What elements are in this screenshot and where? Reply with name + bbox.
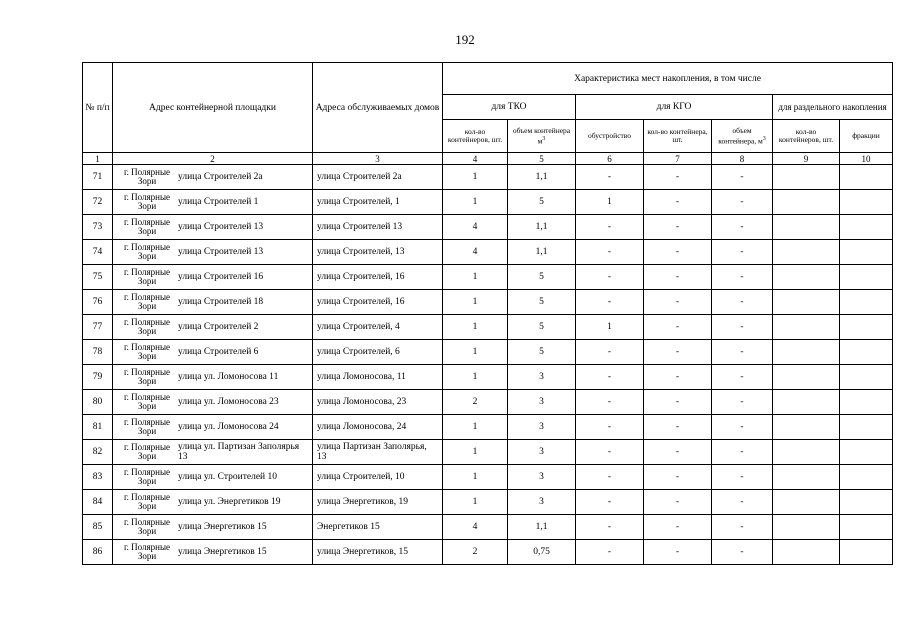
street-address: улица ул. Ломоносова 24 xyxy=(178,422,279,432)
tko-count: 1 xyxy=(443,490,508,515)
tko-count: 2 xyxy=(443,390,508,415)
column-number: 10 xyxy=(840,153,893,165)
separate-count xyxy=(773,290,840,315)
tko-volume: 3 xyxy=(508,365,576,390)
table-row xyxy=(83,490,893,515)
kgo-equipment: 1 xyxy=(576,315,644,340)
kgo-volume: - xyxy=(712,440,773,465)
tko-volume: 5 xyxy=(508,190,576,215)
kgo-count: - xyxy=(644,440,712,465)
row-number: 84 xyxy=(83,490,113,515)
tko-volume: 5 xyxy=(508,265,576,290)
container-address xyxy=(113,340,313,365)
served-house: улица Строителей, 1 xyxy=(313,190,443,215)
page-number: 192 xyxy=(455,32,475,47)
tko-volume: 3 xyxy=(508,465,576,490)
served-house: улица Строителей, 4 xyxy=(313,315,443,340)
kgo-count: - xyxy=(644,265,712,290)
separate-count xyxy=(773,165,840,190)
row-number: 80 xyxy=(83,390,113,415)
row-number: 86 xyxy=(83,540,113,565)
table-row xyxy=(83,415,893,440)
table-header xyxy=(83,63,893,165)
kgo-volume: - xyxy=(712,315,773,340)
served-house: улица Ломоносова, 11 xyxy=(313,365,443,390)
header-tko-volume xyxy=(508,120,576,153)
tko-count: 1 xyxy=(443,315,508,340)
city-name: г. Полярные Зори xyxy=(123,267,171,286)
kgo-count: - xyxy=(644,340,712,365)
separate-count xyxy=(773,315,840,340)
container-address xyxy=(113,415,313,440)
address-wrapper xyxy=(116,193,309,211)
kgo-count: - xyxy=(644,165,712,190)
served-house: улица Энергетиков, 19 xyxy=(313,490,443,515)
table-row xyxy=(83,515,893,540)
separate-count xyxy=(773,465,840,490)
table-row xyxy=(83,340,893,365)
superscript: 3 xyxy=(762,135,766,142)
row-number: 81 xyxy=(83,415,113,440)
address-wrapper xyxy=(116,268,309,286)
served-house: улица Ломоносова, 23 xyxy=(313,390,443,415)
kgo-equipment: - xyxy=(576,465,644,490)
table-row xyxy=(83,240,893,265)
column-number: 3 xyxy=(313,153,443,165)
kgo-equipment: - xyxy=(576,165,644,190)
street-address: улица Строителей 2а xyxy=(178,172,263,182)
street-address: улица Энергетиков 15 xyxy=(178,547,267,557)
kgo-volume: - xyxy=(712,390,773,415)
address-wrapper xyxy=(116,318,309,336)
kgo-equipment: - xyxy=(576,440,644,465)
street-address: улица Строителей 18 xyxy=(178,297,264,307)
kgo-equipment: - xyxy=(576,490,644,515)
kgo-count: - xyxy=(644,540,712,565)
address-wrapper xyxy=(116,168,309,186)
tko-volume: 3 xyxy=(508,440,576,465)
street-address: улица ул. Партизан Заполярья 13 xyxy=(178,442,300,462)
city-name: г. Полярные Зори xyxy=(123,217,171,236)
kgo-volume: - xyxy=(712,465,773,490)
table-row xyxy=(83,215,893,240)
row-number: 77 xyxy=(83,315,113,340)
tko-count: 1 xyxy=(443,190,508,215)
city-name: г. Полярные Зори xyxy=(123,317,171,336)
address-wrapper xyxy=(116,418,309,436)
street-address: улица ул. Ломоносова 11 xyxy=(178,372,279,382)
table-row xyxy=(83,190,893,215)
tko-volume: 5 xyxy=(508,315,576,340)
tko-volume: 1,1 xyxy=(508,240,576,265)
served-house: Энергетиков 15 xyxy=(313,515,443,540)
kgo-volume: - xyxy=(712,540,773,565)
header-kgo-count: кол-во контейнера, шт. xyxy=(644,120,712,153)
separate-count xyxy=(773,265,840,290)
separate-fraction xyxy=(840,240,893,265)
row-number: 72 xyxy=(83,190,113,215)
kgo-count: - xyxy=(644,515,712,540)
container-address xyxy=(113,315,313,340)
column-number: 5 xyxy=(508,153,576,165)
column-number: 8 xyxy=(712,153,773,165)
header-sep-fraction: фракции xyxy=(840,120,893,153)
table-row xyxy=(83,165,893,190)
kgo-equipment: - xyxy=(576,540,644,565)
row-number: 78 xyxy=(83,340,113,365)
city-name: г. Полярные Зори xyxy=(123,392,171,411)
address-wrapper xyxy=(116,543,309,561)
city-name: г. Полярные Зори xyxy=(123,442,171,461)
container-address xyxy=(113,215,313,240)
kgo-count: - xyxy=(644,315,712,340)
column-number: 2 xyxy=(113,153,313,165)
kgo-count: - xyxy=(644,390,712,415)
kgo-count: - xyxy=(644,190,712,215)
street-address: улица Строителей 16 xyxy=(178,272,264,282)
separate-fraction xyxy=(840,490,893,515)
city-name: г. Полярные Зори xyxy=(123,517,171,536)
column-number: 6 xyxy=(576,153,644,165)
table-row xyxy=(83,465,893,490)
tko-volume: 1,1 xyxy=(508,165,576,190)
row-number: 75 xyxy=(83,265,113,290)
table-row xyxy=(83,290,893,315)
separate-fraction xyxy=(840,415,893,440)
row-number: 76 xyxy=(83,290,113,315)
city-name: г. Полярные Зори xyxy=(123,492,171,511)
tko-count: 1 xyxy=(443,265,508,290)
served-house: улица Ломоносова, 24 xyxy=(313,415,443,440)
table-row xyxy=(83,315,893,340)
header-num: № п/п xyxy=(83,63,113,153)
address-wrapper xyxy=(116,442,309,462)
served-house: улица Строителей 2а xyxy=(313,165,443,190)
street-address: улица Строителей 13 xyxy=(178,247,264,257)
kgo-equipment: - xyxy=(576,215,644,240)
tko-volume: 1,1 xyxy=(508,215,576,240)
kgo-volume: - xyxy=(712,215,773,240)
kgo-count: - xyxy=(644,215,712,240)
address-wrapper xyxy=(116,343,309,361)
row-number: 85 xyxy=(83,515,113,540)
street-address: улица Энергетиков 15 xyxy=(178,522,267,532)
container-address xyxy=(113,540,313,565)
kgo-volume: - xyxy=(712,490,773,515)
separate-count xyxy=(773,340,840,365)
city-name: г. Полярные Зори xyxy=(123,367,171,386)
city-name: г. Полярные Зори xyxy=(123,467,171,486)
tko-volume: 5 xyxy=(508,290,576,315)
container-address xyxy=(113,290,313,315)
served-house: улица Партизан Заполярья, 13 xyxy=(313,440,443,465)
container-address xyxy=(113,390,313,415)
kgo-count: - xyxy=(644,240,712,265)
row-number: 82 xyxy=(83,440,113,465)
street-address: улица Строителей 6 xyxy=(178,347,259,357)
kgo-count: - xyxy=(644,490,712,515)
served-house: улица Строителей, 10 xyxy=(313,465,443,490)
kgo-count: - xyxy=(644,465,712,490)
table-row xyxy=(83,265,893,290)
kgo-count: - xyxy=(644,290,712,315)
header-sep-count: кол-во контейнеров, шт. xyxy=(773,120,840,153)
header-kgo-equip: обустройство xyxy=(576,120,644,153)
street-address: улица Строителей 2 xyxy=(178,322,259,332)
kgo-volume: - xyxy=(712,515,773,540)
kgo-equipment: - xyxy=(576,390,644,415)
header-kgo-volume xyxy=(712,120,773,153)
tko-count: 1 xyxy=(443,440,508,465)
table-row xyxy=(83,390,893,415)
header-houses: Адреса обслуживаемых домов xyxy=(313,63,443,153)
row-number: 83 xyxy=(83,465,113,490)
column-numbers-row xyxy=(83,153,893,165)
kgo-volume: - xyxy=(712,415,773,440)
tko-count: 1 xyxy=(443,465,508,490)
separate-fraction xyxy=(840,265,893,290)
row-number: 79 xyxy=(83,365,113,390)
kgo-equipment: - xyxy=(576,515,644,540)
row-number: 71 xyxy=(83,165,113,190)
tko-volume: 3 xyxy=(508,415,576,440)
separate-fraction xyxy=(840,465,893,490)
city-name: г. Полярные Зори xyxy=(123,292,171,311)
kgo-count: - xyxy=(644,415,712,440)
separate-fraction xyxy=(840,165,893,190)
column-number: 4 xyxy=(443,153,508,165)
address-wrapper xyxy=(116,493,309,511)
served-house: улица Строителей, 6 xyxy=(313,340,443,365)
kgo-equipment: - xyxy=(576,240,644,265)
separate-count xyxy=(773,540,840,565)
kgo-volume: - xyxy=(712,365,773,390)
kgo-volume: - xyxy=(712,340,773,365)
kgo-volume: - xyxy=(712,240,773,265)
served-house: улица Строителей, 16 xyxy=(313,265,443,290)
container-address xyxy=(113,515,313,540)
kgo-volume: - xyxy=(712,265,773,290)
kgo-volume: - xyxy=(712,290,773,315)
separate-count xyxy=(773,515,840,540)
container-address xyxy=(113,240,313,265)
table-row xyxy=(83,540,893,565)
tko-volume: 3 xyxy=(508,390,576,415)
city-name: г. Полярные Зори xyxy=(123,342,171,361)
tko-volume: 3 xyxy=(508,490,576,515)
kgo-equipment: 1 xyxy=(576,190,644,215)
container-address xyxy=(113,365,313,390)
tko-count: 4 xyxy=(443,240,508,265)
separate-fraction xyxy=(840,440,893,465)
container-address xyxy=(113,440,313,465)
kgo-volume: - xyxy=(712,190,773,215)
header-kgo: для КГО xyxy=(576,95,773,120)
separate-fraction xyxy=(840,540,893,565)
header-tko-count: кол-во контейнеров, шт. xyxy=(443,120,508,153)
header-tko: для ТКО xyxy=(443,95,576,120)
separate-count xyxy=(773,240,840,265)
container-address xyxy=(113,465,313,490)
container-address xyxy=(113,165,313,190)
separate-fraction xyxy=(840,340,893,365)
address-wrapper xyxy=(116,518,309,536)
separate-fraction xyxy=(840,390,893,415)
street-address: улица Строителей 1 xyxy=(178,197,259,207)
address-wrapper xyxy=(116,368,309,386)
table-row xyxy=(83,365,893,390)
separate-fraction xyxy=(840,515,893,540)
row-number: 73 xyxy=(83,215,113,240)
header-kgo-volume-text: объем контейнера, м xyxy=(718,125,763,146)
kgo-volume: - xyxy=(712,165,773,190)
header-address: Адрес контейнерной площадки xyxy=(113,63,313,153)
city-name: г. Полярные Зори xyxy=(123,167,171,186)
tko-volume: 1,1 xyxy=(508,515,576,540)
separate-fraction xyxy=(840,215,893,240)
table-row xyxy=(83,440,893,465)
street-address: улица ул. Энергетиков 19 xyxy=(178,497,281,507)
separate-count xyxy=(773,390,840,415)
column-number: 1 xyxy=(83,153,113,165)
container-address xyxy=(113,265,313,290)
table-body xyxy=(83,165,893,565)
kgo-equipment: - xyxy=(576,340,644,365)
tko-count: 1 xyxy=(443,165,508,190)
separate-count xyxy=(773,490,840,515)
row-number: 74 xyxy=(83,240,113,265)
served-house: улица Энергетиков, 15 xyxy=(313,540,443,565)
served-house: улица Строителей, 13 xyxy=(313,240,443,265)
tko-count: 4 xyxy=(443,215,508,240)
city-name: г. Полярные Зори xyxy=(123,542,171,561)
address-wrapper xyxy=(116,243,309,261)
tko-volume: 0,75 xyxy=(508,540,576,565)
column-number: 7 xyxy=(644,153,712,165)
separate-fraction xyxy=(840,290,893,315)
city-name: г. Полярные Зори xyxy=(123,242,171,261)
kgo-equipment: - xyxy=(576,265,644,290)
kgo-equipment: - xyxy=(576,365,644,390)
street-address: улица ул. Ломоносова 23 xyxy=(178,397,279,407)
street-address: улица Строителей 13 xyxy=(178,222,264,232)
city-name: г. Полярные Зори xyxy=(123,192,171,211)
served-house: улица Строителей 13 xyxy=(313,215,443,240)
address-wrapper xyxy=(116,218,309,236)
kgo-equipment: - xyxy=(576,290,644,315)
tko-count: 1 xyxy=(443,340,508,365)
separate-fraction xyxy=(840,190,893,215)
header-characteristic: Характеристика мест накопления, в том числе xyxy=(443,63,893,95)
separate-fraction xyxy=(840,365,893,390)
separate-count xyxy=(773,365,840,390)
header-separate: для раздельного накопления xyxy=(773,95,893,120)
address-wrapper xyxy=(116,468,309,486)
separate-count xyxy=(773,415,840,440)
column-number: 9 xyxy=(773,153,840,165)
container-address xyxy=(113,190,313,215)
address-wrapper xyxy=(116,393,309,411)
served-house: улица Строителей, 16 xyxy=(313,290,443,315)
separate-count xyxy=(773,190,840,215)
header-tko-volume-text: объем контейнера м xyxy=(512,125,571,146)
tko-volume: 5 xyxy=(508,340,576,365)
kgo-equipment: - xyxy=(576,415,644,440)
superscript: 3 xyxy=(542,135,546,142)
separate-count xyxy=(773,440,840,465)
city-name: г. Полярные Зори xyxy=(123,417,171,436)
separate-count xyxy=(773,215,840,240)
waste-sites-table xyxy=(82,62,893,565)
tko-count: 4 xyxy=(443,515,508,540)
kgo-count: - xyxy=(644,365,712,390)
address-wrapper xyxy=(116,293,309,311)
container-address xyxy=(113,490,313,515)
street-address: улица ул. Строителей 10 xyxy=(178,472,278,482)
separate-fraction xyxy=(840,315,893,340)
tko-count: 1 xyxy=(443,290,508,315)
tko-count: 1 xyxy=(443,415,508,440)
tko-count: 2 xyxy=(443,540,508,565)
tko-count: 1 xyxy=(443,365,508,390)
